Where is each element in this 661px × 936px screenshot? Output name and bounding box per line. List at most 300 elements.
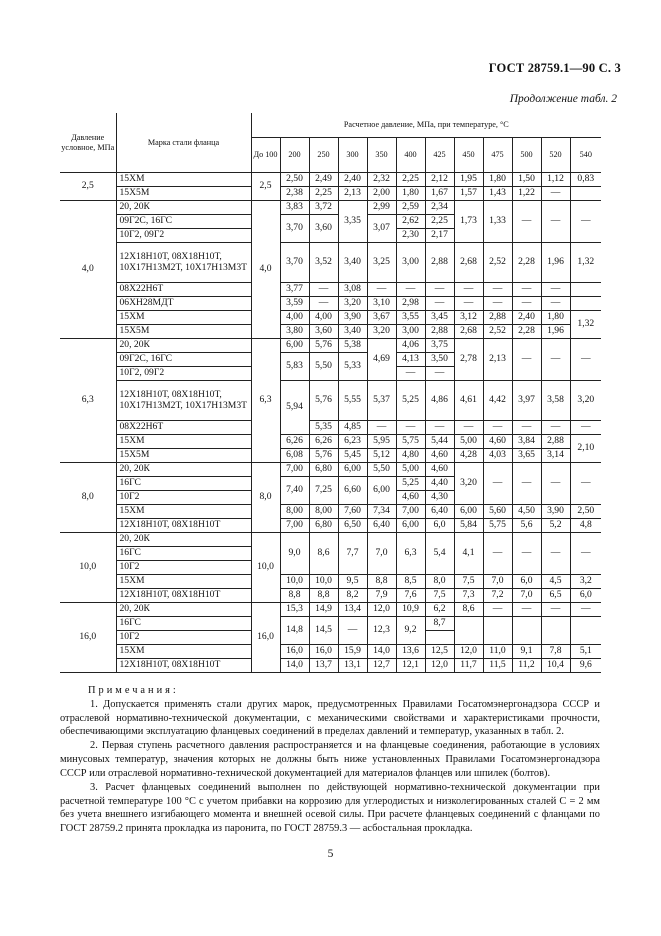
value-cell: 1,33 <box>483 201 512 243</box>
pressure-le100: 8,0 <box>251 463 280 533</box>
value-cell: 5,50 <box>309 353 338 381</box>
value-cell: — <box>541 297 570 311</box>
value-cell: 5,60 <box>483 505 512 519</box>
value-cell: 6,40 <box>367 519 396 533</box>
steel-grade: 12Х18Н10Т, 08Х18Н10Т <box>116 519 251 533</box>
value-cell: — <box>512 463 541 505</box>
value-cell: 5,75 <box>483 519 512 533</box>
value-cell: 3,60 <box>309 325 338 339</box>
value-cell: 1,80 <box>483 173 512 187</box>
value-cell: — <box>367 283 396 297</box>
value-cell: 7,8 <box>541 645 570 659</box>
value-cell: 3,07 <box>367 215 396 243</box>
value-cell: 12,0 <box>454 645 483 659</box>
value-cell: 12,0 <box>425 659 454 673</box>
steel-grade: 15ХМ <box>116 575 251 589</box>
value-cell: 9,1 <box>512 645 541 659</box>
value-cell: — <box>541 463 570 505</box>
value-cell: 4,03 <box>483 449 512 463</box>
value-cell: 2,52 <box>483 325 512 339</box>
value-cell: 7,6 <box>396 589 425 603</box>
value-cell: 2,13 <box>338 187 367 201</box>
note-1: 1. Допускается применять стали других марок, предусмотренных Правилами Госатомэнергонадзора СССР и отраслевой нормативно-технической документации, с механическими свойствами и характеристиками прочности, обеспечивающими эксплуатацию фланцевых соединений в пределах давлений и температур, указанных в табл. 2. <box>60 698 600 738</box>
value-cell: 4,1 <box>454 533 483 575</box>
value-cell <box>570 187 601 201</box>
steel-grade: 12Х18Н10Т, 08Х18Н10Т <box>116 659 251 673</box>
table-continuation-label: Продолжение табл. 2 <box>509 93 617 105</box>
value-cell: 14,8 <box>280 617 309 645</box>
value-cell: — <box>541 339 570 381</box>
value-cell: 3,80 <box>280 325 309 339</box>
value-cell: 2,88 <box>425 325 454 339</box>
value-cell: 3,65 <box>512 449 541 463</box>
value-cell: 4,28 <box>454 449 483 463</box>
value-cell: 6,26 <box>309 435 338 449</box>
value-cell: 2,30 <box>396 229 425 243</box>
page-number: 5 <box>327 848 334 860</box>
value-cell: 6,00 <box>396 519 425 533</box>
value-cell: 5,12 <box>367 449 396 463</box>
value-cell: — <box>483 463 512 505</box>
value-cell: 7,00 <box>396 505 425 519</box>
value-cell: — <box>512 283 541 297</box>
header-temp: 350 <box>367 138 396 173</box>
value-cell: 7,0 <box>512 589 541 603</box>
value-cell: 5,25 <box>396 477 425 491</box>
value-cell: 5,76 <box>309 449 338 463</box>
value-cell: 2,88 <box>541 435 570 449</box>
steel-grade: 15ХМ <box>116 505 251 519</box>
value-cell: — <box>309 283 338 297</box>
nominal-pressure: 8,0 <box>60 463 116 533</box>
value-cell: 2,49 <box>309 173 338 187</box>
value-cell: 8,8 <box>280 589 309 603</box>
value-cell: 7,25 <box>309 477 338 505</box>
value-cell: 3,52 <box>309 243 338 283</box>
value-cell: 15,9 <box>338 645 367 659</box>
value-cell: 4,42 <box>483 381 512 421</box>
steel-grade: 15ХМ <box>116 173 251 187</box>
value-cell: — <box>425 297 454 311</box>
value-cell: 7,5 <box>425 589 454 603</box>
value-cell: 4,60 <box>396 491 425 505</box>
value-cell: 3,60 <box>309 215 338 243</box>
header-temp: 300 <box>338 138 367 173</box>
steel-grade: 15ХМ <box>116 435 251 449</box>
steel-grade: 10Г2 <box>116 491 251 505</box>
value-cell: 4,5 <box>541 575 570 589</box>
value-cell: — <box>425 421 454 435</box>
value-cell: 6,40 <box>425 505 454 519</box>
value-cell: 3,70 <box>280 215 309 243</box>
value-cell: — <box>425 283 454 297</box>
value-cell: 13,4 <box>338 603 367 617</box>
steel-grade: 08Х22Н6Т <box>116 421 251 435</box>
steel-grade: 15ХМ <box>116 311 251 325</box>
value-cell: 1,80 <box>541 311 570 325</box>
notes-section <box>60 684 600 836</box>
value-cell: 0,83 <box>570 173 601 187</box>
value-cell: 6,00 <box>454 505 483 519</box>
value-cell: 12,3 <box>367 617 396 645</box>
steel-grade: 10Г2, 09Г2 <box>116 229 251 243</box>
value-cell: 1,96 <box>541 243 570 283</box>
value-cell: 8,8 <box>367 575 396 589</box>
value-cell: 5,1 <box>570 645 601 659</box>
header-temp: До 100 <box>251 138 280 173</box>
value-cell: 8,2 <box>338 589 367 603</box>
value-cell: — <box>541 421 570 435</box>
value-cell: 1,57 <box>454 187 483 201</box>
value-cell: — <box>541 187 570 201</box>
value-cell: 5,38 <box>338 339 367 353</box>
header-pressure: Давление условное, МПа <box>60 113 116 173</box>
value-cell: 2,59 <box>396 201 425 215</box>
header-temp: 540 <box>570 138 601 173</box>
value-cell: 10,9 <box>396 603 425 617</box>
steel-grade: 09Г2С, 16ГС <box>116 215 251 229</box>
value-cell: 7,00 <box>280 463 309 477</box>
value-cell: — <box>483 283 512 297</box>
value-cell: 2,00 <box>367 187 396 201</box>
value-cell: 3,08 <box>338 283 367 297</box>
value-cell: 5,6 <box>512 519 541 533</box>
value-cell: 2,13 <box>483 339 512 381</box>
value-cell: 8,00 <box>280 505 309 519</box>
value-cell: 2,62 <box>396 215 425 229</box>
value-cell: 4,61 <box>454 381 483 421</box>
steel-grade: 08Х22Н6Т <box>116 283 251 297</box>
value-cell: 4,00 <box>309 311 338 325</box>
value-cell: 4,40 <box>425 477 454 491</box>
value-cell: 2,88 <box>425 243 454 283</box>
value-cell: — <box>570 421 601 435</box>
value-cell: 12,5 <box>425 645 454 659</box>
steel-grade: 10Г2 <box>116 561 251 575</box>
value-cell: — <box>309 297 338 311</box>
note-2: 2. Первая ступень расчетного давления распространяется и на фланцевые соединения, работающие в условиях минусовых температур, значения которых не должны быть ниже установленных Правилами Госатомэнергонадзора СССР или отраслевой нормативно-технической документацией для материалов фланцев или шпилек (болтов). <box>60 740 600 779</box>
value-cell: 2,10 <box>570 435 601 463</box>
steel-grade: 20, 20К <box>116 201 251 215</box>
value-cell: 11,0 <box>483 645 512 659</box>
value-cell: 12,1 <box>396 659 425 673</box>
value-cell: 5,44 <box>425 435 454 449</box>
value-cell: — <box>454 283 483 297</box>
value-cell: 5,55 <box>338 381 367 421</box>
steel-grade: 15Х5М <box>116 449 251 463</box>
value-cell: 11,2 <box>512 659 541 673</box>
value-cell: 2,78 <box>454 339 483 381</box>
value-cell: 13,7 <box>309 659 338 673</box>
value-cell: 9,5 <box>338 575 367 589</box>
value-cell: 2,68 <box>454 243 483 283</box>
value-cell: 15,3 <box>280 603 309 617</box>
steel-grade: 16ГС <box>116 477 251 491</box>
value-cell: 14,5 <box>309 617 338 645</box>
value-cell: 4,30 <box>425 491 454 505</box>
value-cell: 4,60 <box>483 435 512 449</box>
value-cell: — <box>512 603 541 617</box>
value-cell: 6,3 <box>396 533 425 575</box>
value-cell: 3,77 <box>280 283 309 297</box>
value-cell: 5,33 <box>338 353 367 381</box>
steel-grade: 16ГС <box>116 617 251 631</box>
value-cell: — <box>454 421 483 435</box>
value-cell: — <box>512 201 541 243</box>
value-cell: 3,90 <box>541 505 570 519</box>
value-cell: 4,8 <box>570 519 601 533</box>
value-cell: 4,80 <box>396 449 425 463</box>
value-cell: 10,4 <box>541 659 570 673</box>
value-cell: 6,00 <box>338 463 367 477</box>
value-cell: 5,25 <box>396 381 425 421</box>
value-cell: 3,35 <box>338 201 367 243</box>
value-cell: 1,22 <box>512 187 541 201</box>
steel-grade: 16ГС <box>116 547 251 561</box>
value-cell: 6,08 <box>280 449 309 463</box>
header-temp: 200 <box>280 138 309 173</box>
nominal-pressure: 16,0 <box>60 603 116 673</box>
value-cell: 12,7 <box>367 659 396 673</box>
value-cell: — <box>367 421 396 435</box>
value-cell: 9,6 <box>570 659 601 673</box>
value-cell: 6,60 <box>338 477 367 505</box>
notes-title: Примечания: <box>88 685 179 696</box>
value-cell: 5,45 <box>338 449 367 463</box>
value-cell: 1,73 <box>454 201 483 243</box>
value-cell: 2,98 <box>396 297 425 311</box>
value-cell: 7,3 <box>454 589 483 603</box>
steel-grade: 15Х5М <box>116 325 251 339</box>
value-cell: 8,6 <box>309 533 338 575</box>
steel-grade: 20, 20К <box>116 603 251 617</box>
value-cell: 3,72 <box>309 201 338 215</box>
value-cell: 2,28 <box>512 243 541 283</box>
value-cell: 2,88 <box>483 311 512 325</box>
value-cell: 1,12 <box>541 173 570 187</box>
value-cell: 5,35 <box>309 421 338 435</box>
value-cell: 5,50 <box>367 463 396 477</box>
value-cell: 9,0 <box>280 533 309 575</box>
value-cell: 3,10 <box>367 297 396 311</box>
value-cell: 6,80 <box>309 519 338 533</box>
value-cell: 2,12 <box>425 173 454 187</box>
value-cell: 1,96 <box>541 325 570 339</box>
value-cell: 6,80 <box>309 463 338 477</box>
value-cell: — <box>541 201 570 243</box>
value-cell: — <box>483 533 512 575</box>
value-cell: 1,50 <box>512 173 541 187</box>
value-cell: 6,0 <box>425 519 454 533</box>
value-cell: 3,12 <box>454 311 483 325</box>
value-cell: 5,83 <box>280 353 309 381</box>
pressure-le100: 16,0 <box>251 603 280 673</box>
steel-grade: 10Г2 <box>116 631 251 645</box>
steel-grade: 15ХМ <box>116 645 251 659</box>
value-cell: — <box>512 533 541 575</box>
value-cell: 1,67 <box>425 187 454 201</box>
value-cell: 4,86 <box>425 381 454 421</box>
value-cell: — <box>483 421 512 435</box>
value-cell: 4,85 <box>338 421 367 435</box>
value-cell: 5,76 <box>309 381 338 421</box>
value-cell: 3,55 <box>396 311 425 325</box>
value-cell: 1,43 <box>483 187 512 201</box>
value-cell: — <box>570 603 601 617</box>
value-cell: 2,40 <box>512 311 541 325</box>
value-cell <box>570 283 601 297</box>
steel-grade: 12Х18Н10Т, 08Х18Н10Т, 10Х17Н13М2Т, 10Х17Н13М3Т <box>116 243 251 283</box>
value-cell: — <box>512 339 541 381</box>
value-cell: 8,0 <box>425 575 454 589</box>
nominal-pressure: 10,0 <box>60 533 116 603</box>
value-cell: 2,38 <box>280 187 309 201</box>
value-cell: 7,7 <box>338 533 367 575</box>
value-cell: 8,8 <box>309 589 338 603</box>
value-cell: — <box>396 283 425 297</box>
value-cell: — <box>570 201 601 243</box>
value-cell: — <box>425 367 454 381</box>
value-cell: 4,50 <box>512 505 541 519</box>
value-cell: 4,06 <box>396 339 425 353</box>
value-cell: 7,60 <box>338 505 367 519</box>
value-cell: 2,34 <box>425 201 454 215</box>
header-temp: 500 <box>512 138 541 173</box>
value-cell <box>512 617 541 645</box>
value-cell: 3,67 <box>367 311 396 325</box>
value-cell: 1,32 <box>570 243 601 283</box>
value-cell: — <box>541 533 570 575</box>
steel-grade: 20, 20К <box>116 463 251 477</box>
value-cell: 2,25 <box>309 187 338 201</box>
value-cell: 3,25 <box>367 243 396 283</box>
header-temp: 425 <box>425 138 454 173</box>
header-temp: 520 <box>541 138 570 173</box>
value-cell: 1,95 <box>454 173 483 187</box>
value-cell: 13,6 <box>396 645 425 659</box>
value-cell: 2,25 <box>396 173 425 187</box>
header-temp: 450 <box>454 138 483 173</box>
value-cell: 7,0 <box>483 575 512 589</box>
pressure-le100: 2,5 <box>251 173 280 201</box>
value-cell <box>454 617 483 645</box>
value-cell: — <box>338 617 367 645</box>
value-cell: 6,0 <box>512 575 541 589</box>
value-cell <box>425 631 454 645</box>
value-cell: 7,40 <box>280 477 309 505</box>
pressure-le100: 10,0 <box>251 533 280 603</box>
value-cell: 4,60 <box>425 449 454 463</box>
value-cell: 3,70 <box>280 243 309 283</box>
value-cell: 5,2 <box>541 519 570 533</box>
value-cell: 6,00 <box>280 339 309 353</box>
value-cell: — <box>541 283 570 297</box>
value-cell: — <box>512 421 541 435</box>
value-cell: 2,25 <box>425 215 454 229</box>
value-cell: 3,83 <box>280 201 309 215</box>
value-cell: 3,20 <box>454 463 483 505</box>
value-cell: 3,75 <box>425 339 454 353</box>
value-cell: 3,2 <box>570 575 601 589</box>
value-cell: — <box>483 603 512 617</box>
value-cell: 2,40 <box>338 173 367 187</box>
value-cell: 4,00 <box>280 311 309 325</box>
header-temp: 400 <box>396 138 425 173</box>
value-cell: 5,75 <box>396 435 425 449</box>
value-cell: — <box>570 533 601 575</box>
value-cell: 3,20 <box>338 297 367 311</box>
value-cell: 2,17 <box>425 229 454 243</box>
value-cell: 2,52 <box>483 243 512 283</box>
value-cell: 3,40 <box>338 243 367 283</box>
value-cell: 7,0 <box>367 533 396 575</box>
value-cell: 16,0 <box>309 645 338 659</box>
value-cell: 2,68 <box>454 325 483 339</box>
value-cell: 10,0 <box>309 575 338 589</box>
value-cell: 5,76 <box>309 339 338 353</box>
value-cell: 7,00 <box>280 519 309 533</box>
steel-grade: 20, 20К <box>116 533 251 547</box>
value-cell: 13,1 <box>338 659 367 673</box>
steel-grade: 10Г2, 09Г2 <box>116 367 251 381</box>
value-cell: 8,00 <box>309 505 338 519</box>
value-cell: 3,00 <box>396 243 425 283</box>
value-cell: 3,97 <box>512 381 541 421</box>
value-cell: 10,0 <box>280 575 309 589</box>
note-3: 3. Расчет фланцевых соединений выполнен по действующей нормативно-технической документации при расчетной температуре 100 °С с учетом прибавки на коррозию для углеродистых и низколегированных сталей С = 2 мм без учета внешнего изгибающего момента и внешней осевой силы. При расчете фланцевых соединений с фланцами по ГОСТ 28759.2 принята прокладка из паронита, по ГОСТ 28759.3 — асбостальная прокладка. <box>60 781 600 835</box>
value-cell: 7,9 <box>367 589 396 603</box>
header-grade: Марка стали фланца <box>116 113 251 173</box>
value-cell: 3,84 <box>512 435 541 449</box>
header-calc-pressure: Расчетное давление, МПа, при температуре, °С <box>251 113 601 138</box>
value-cell: — <box>541 603 570 617</box>
value-cell: — <box>512 297 541 311</box>
value-cell: 5,4 <box>425 533 454 575</box>
value-cell: 2,28 <box>512 325 541 339</box>
value-cell: 1,32 <box>570 311 601 339</box>
value-cell: 6,50 <box>338 519 367 533</box>
pressure-table <box>60 113 601 673</box>
value-cell: 2,99 <box>367 201 396 215</box>
value-cell: 7,5 <box>454 575 483 589</box>
value-cell: 8,5 <box>396 575 425 589</box>
nominal-pressure: 2,5 <box>60 173 116 201</box>
steel-grade: 12Х18Н10Т, 08Х18Н10Т, 10Х17Н13М2Т, 10Х17Н13М3Т <box>116 381 251 421</box>
steel-grade: 15Х5М <box>116 187 251 201</box>
value-cell: 5,84 <box>454 519 483 533</box>
steel-grade: 12Х18Н10Т, 08Х18Н10Т <box>116 589 251 603</box>
steel-grade: 20, 20К <box>116 339 251 353</box>
value-cell: 6,0 <box>570 589 601 603</box>
value-cell: 6,23 <box>338 435 367 449</box>
value-cell: 3,20 <box>570 381 601 421</box>
header-temp: 250 <box>309 138 338 173</box>
value-cell: 5,95 <box>367 435 396 449</box>
value-cell <box>570 617 601 645</box>
value-cell: 3,90 <box>338 311 367 325</box>
value-cell: — <box>483 297 512 311</box>
value-cell: 3,59 <box>280 297 309 311</box>
value-cell: 5,00 <box>454 435 483 449</box>
value-cell: 4,60 <box>425 463 454 477</box>
nominal-pressure: 6,3 <box>60 339 116 463</box>
value-cell: — <box>570 463 601 505</box>
nominal-pressure: 4,0 <box>60 201 116 339</box>
value-cell: — <box>454 297 483 311</box>
value-cell: 6,5 <box>541 589 570 603</box>
value-cell: 3,00 <box>396 325 425 339</box>
value-cell: 4,69 <box>367 339 396 381</box>
